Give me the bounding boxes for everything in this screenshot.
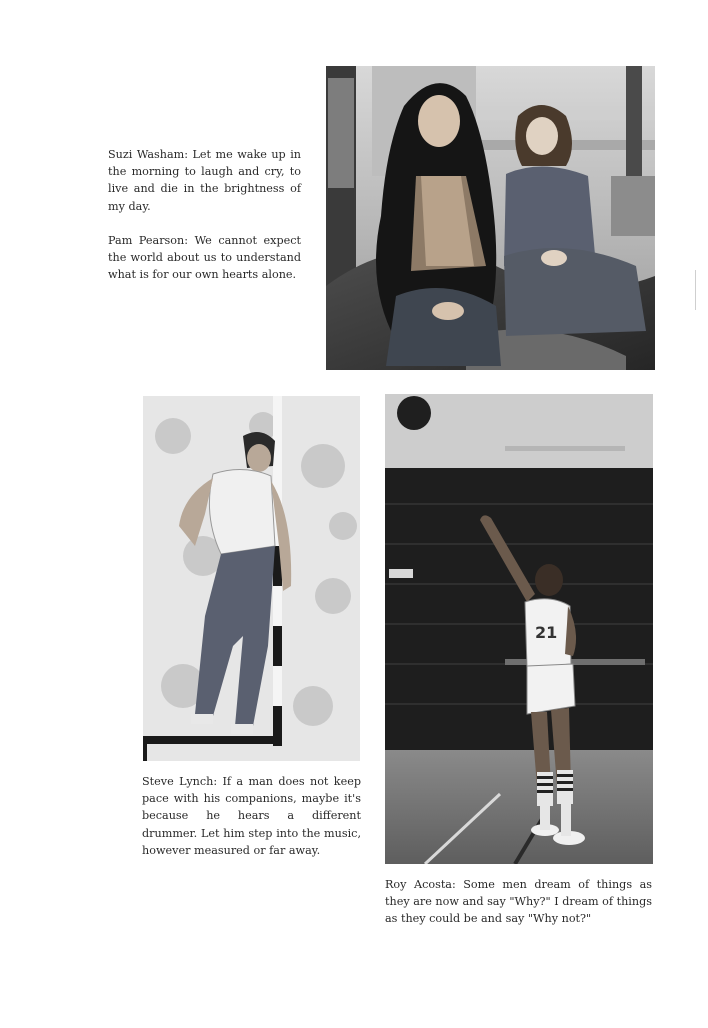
caption-suzi-washam: Suzi Washam: Let me wake up in the morning to laugh and cry, to live and die in the brightness of my day. bbox=[108, 148, 301, 213]
man-goalpost-photo bbox=[143, 396, 360, 761]
basketball-photo bbox=[385, 394, 653, 864]
caption-pam-pearson: Pam Pearson: We cannot expect the world about us to understand what is for our own hearts alone. bbox=[108, 233, 301, 282]
caption-roy-acosta: Roy Acosta: Some men dream of things as they are now and say "Why?" I dream of things as they could be and say "Why not?" bbox=[385, 878, 652, 926]
basketball-illustration bbox=[385, 394, 653, 864]
man-goalpost-illustration bbox=[143, 396, 360, 761]
scan-edge-mark bbox=[695, 270, 696, 310]
caption-steve-lynch: Steve Lynch: If a man does not keep pace with his companions, maybe it's because he hears a different drummer. Let him step into the music, however measured or far away. bbox=[142, 775, 361, 857]
two-women-illustration bbox=[326, 66, 655, 370]
svg-text:21: 21 bbox=[535, 623, 558, 642]
two-women-photo bbox=[326, 66, 655, 370]
caption-suzi-pam bbox=[108, 146, 301, 283]
